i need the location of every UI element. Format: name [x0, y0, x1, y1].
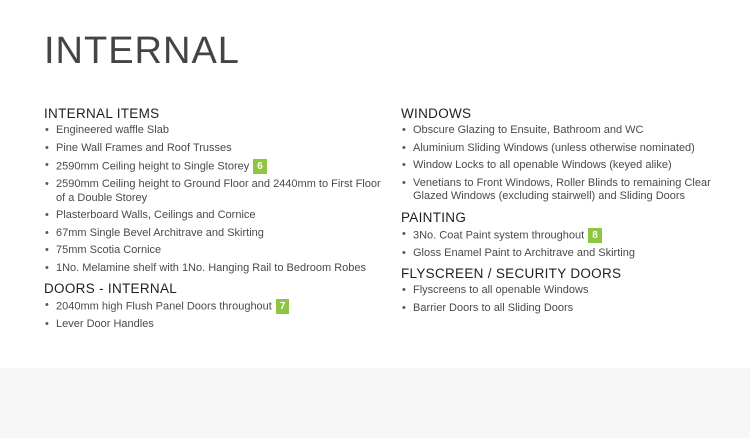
- list-item-text: Window Locks to all openable Windows (keyed alike): [413, 159, 672, 171]
- list-item-text: Aluminium Sliding Windows (unless otherwise nominated): [413, 141, 695, 154]
- list-item: [44, 244, 389, 258]
- list-item: [44, 159, 389, 174]
- section-heading: WINDOWS: [401, 106, 472, 121]
- list-item: [401, 177, 741, 204]
- item-list: [401, 124, 741, 204]
- right-column: [401, 106, 741, 321]
- list-item-text: Engineered waffle Slab: [56, 124, 169, 136]
- list-item-text: Plasterboard Walls, Ceilings and Cornice: [56, 209, 256, 221]
- list-item: [401, 124, 741, 138]
- list-item-text: 1No. Melamine shelf with 1No. Hanging Rail to Bedroom Robes: [56, 261, 366, 274]
- list-item: [44, 142, 389, 156]
- list-item: [44, 299, 389, 314]
- list-item: [401, 302, 741, 316]
- list-item: [401, 159, 741, 173]
- list-item-text: 2040mm high Flush Panel Doors throughout: [56, 300, 272, 313]
- list-item: [44, 227, 389, 241]
- note-badge: 7: [276, 299, 290, 314]
- section-internal-items: [44, 106, 389, 275]
- list-item: [44, 209, 389, 223]
- list-item-text: Pine Wall Frames and Roof Trusses: [56, 141, 232, 154]
- list-item: [401, 228, 741, 243]
- section-doors-internal: [44, 281, 389, 332]
- list-item-text: 67mm Single Bevel Architrave and Skirting: [56, 226, 264, 239]
- section-heading: INTERNAL ITEMS: [44, 106, 160, 121]
- list-item: [44, 262, 389, 276]
- item-list: [401, 228, 741, 261]
- list-item: [401, 142, 741, 156]
- section-heading: PAINTING: [401, 209, 467, 225]
- section-flyscreen: [401, 266, 741, 315]
- list-item: [44, 178, 389, 205]
- list-item: [401, 247, 741, 261]
- list-item-text: 2590mm Ceiling height to Ground Floor and 2440mm to First Floor of a Double Storey: [56, 178, 381, 204]
- list-item-text: Barrier Doors to all Sliding Doors: [413, 301, 574, 314]
- list-item-text: Venetians to Front Windows, Roller Blinds to remaining Clear Glazed Windows (excluding stairwell) and Sliding Doors: [413, 176, 711, 202]
- list-item-text: 3No. Coat Paint system throughout: [413, 228, 585, 241]
- item-list: [44, 299, 389, 332]
- list-item-text: 75mm Scotia Cornice: [56, 244, 162, 256]
- list-item-text: Obscure Glazing to Ensuite, Bathroom and WC: [413, 124, 644, 136]
- list-item-text: Flyscreens to all openable Windows: [413, 284, 589, 296]
- section-heading: FLYSCREEN / SECURITY DOORS: [401, 266, 622, 281]
- page-title: INTERNAL: [44, 30, 240, 72]
- list-item-text: 2590mm Ceiling height to Single Storey: [56, 160, 250, 173]
- footer-band: [0, 368, 750, 438]
- list-item: [44, 318, 389, 332]
- list-item-text: Gloss Enamel Paint to Architrave and Skirting: [413, 246, 635, 259]
- section-windows: [401, 106, 741, 204]
- list-item: [44, 124, 389, 138]
- list-item-text: Lever Door Handles: [56, 318, 154, 330]
- list-item: [401, 284, 741, 298]
- item-list: [401, 284, 741, 315]
- note-badge: 8: [588, 228, 602, 243]
- section-heading: DOORS - INTERNAL: [44, 281, 178, 296]
- section-painting: [401, 210, 741, 261]
- item-list: [44, 124, 389, 275]
- note-badge: 6: [253, 159, 267, 174]
- left-column: [44, 106, 389, 338]
